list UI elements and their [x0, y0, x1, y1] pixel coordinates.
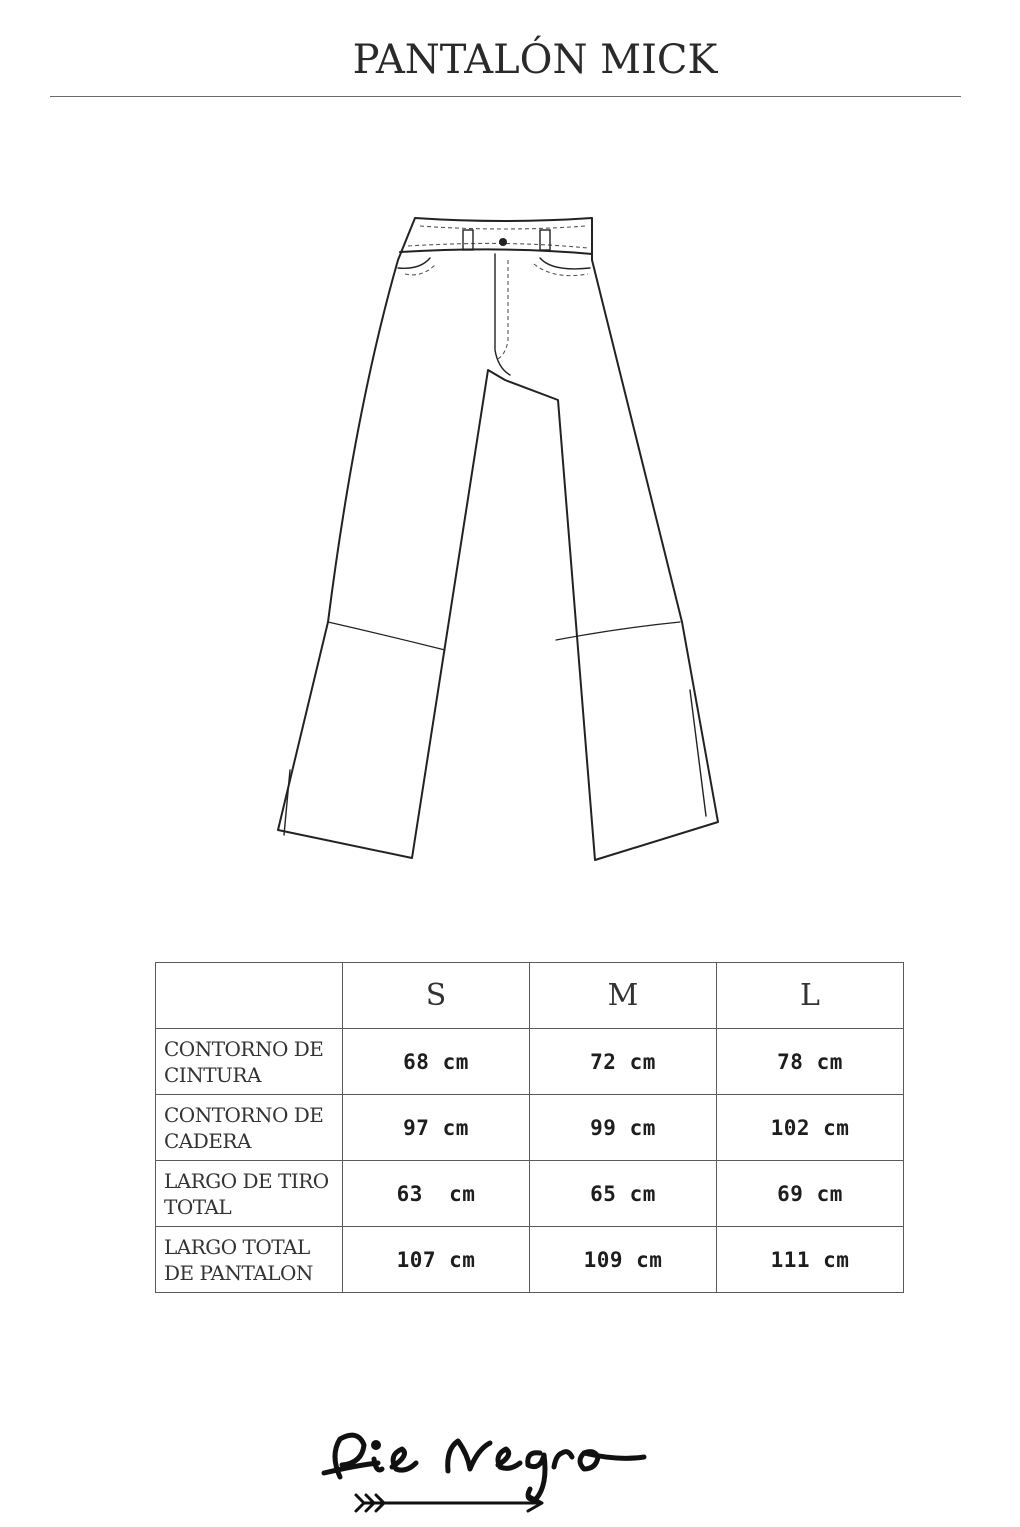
value-cell: 97 cm: [343, 1095, 530, 1161]
value-cell: 102 cm: [717, 1095, 904, 1161]
value-cell: 78 cm: [717, 1029, 904, 1095]
table-row: [156, 1227, 904, 1293]
value-cell: 99 cm: [530, 1095, 717, 1161]
value-cell: 69 cm: [717, 1161, 904, 1227]
row-label: [156, 1095, 343, 1161]
table-row: [156, 1029, 904, 1095]
table-row: [156, 1161, 904, 1227]
table-header-row: [156, 963, 904, 1029]
value-cell: 72 cm: [530, 1029, 717, 1095]
pants-illustration: [270, 210, 730, 870]
size-table: [155, 962, 904, 1293]
value-cell: 109 cm: [530, 1227, 717, 1293]
title-divider: [50, 96, 961, 97]
brand-logo: [318, 1425, 658, 1521]
row-label: [156, 1227, 343, 1293]
size-header-l: L: [717, 963, 904, 1029]
row-label-line: LARGO DE TIRO: [164, 1168, 329, 1193]
row-label-line: CADERA: [164, 1128, 251, 1153]
row-label-line: TOTAL: [164, 1194, 232, 1219]
table-row: [156, 1095, 904, 1161]
table-corner-cell: [156, 963, 343, 1029]
row-label-line: CONTORNO DE: [164, 1102, 324, 1127]
row-label-line: LARGO TOTAL: [164, 1234, 310, 1259]
page-title: PANTALÓN MICK: [352, 37, 718, 83]
row-label-line: DE PANTALON: [164, 1260, 313, 1285]
value-cell: 65 cm: [530, 1161, 717, 1227]
value-cell: 107 cm: [343, 1227, 530, 1293]
value-cell: 68 cm: [343, 1029, 530, 1095]
row-label: [156, 1029, 343, 1095]
row-label-line: CONTORNO DE: [164, 1036, 324, 1061]
value-cell: 111 cm: [717, 1227, 904, 1293]
row-label: [156, 1161, 343, 1227]
value-cell: 63 cm: [343, 1161, 530, 1227]
size-header-m: M: [530, 963, 717, 1029]
row-label-line: CINTURA: [164, 1062, 261, 1087]
size-header-s: S: [343, 963, 530, 1029]
